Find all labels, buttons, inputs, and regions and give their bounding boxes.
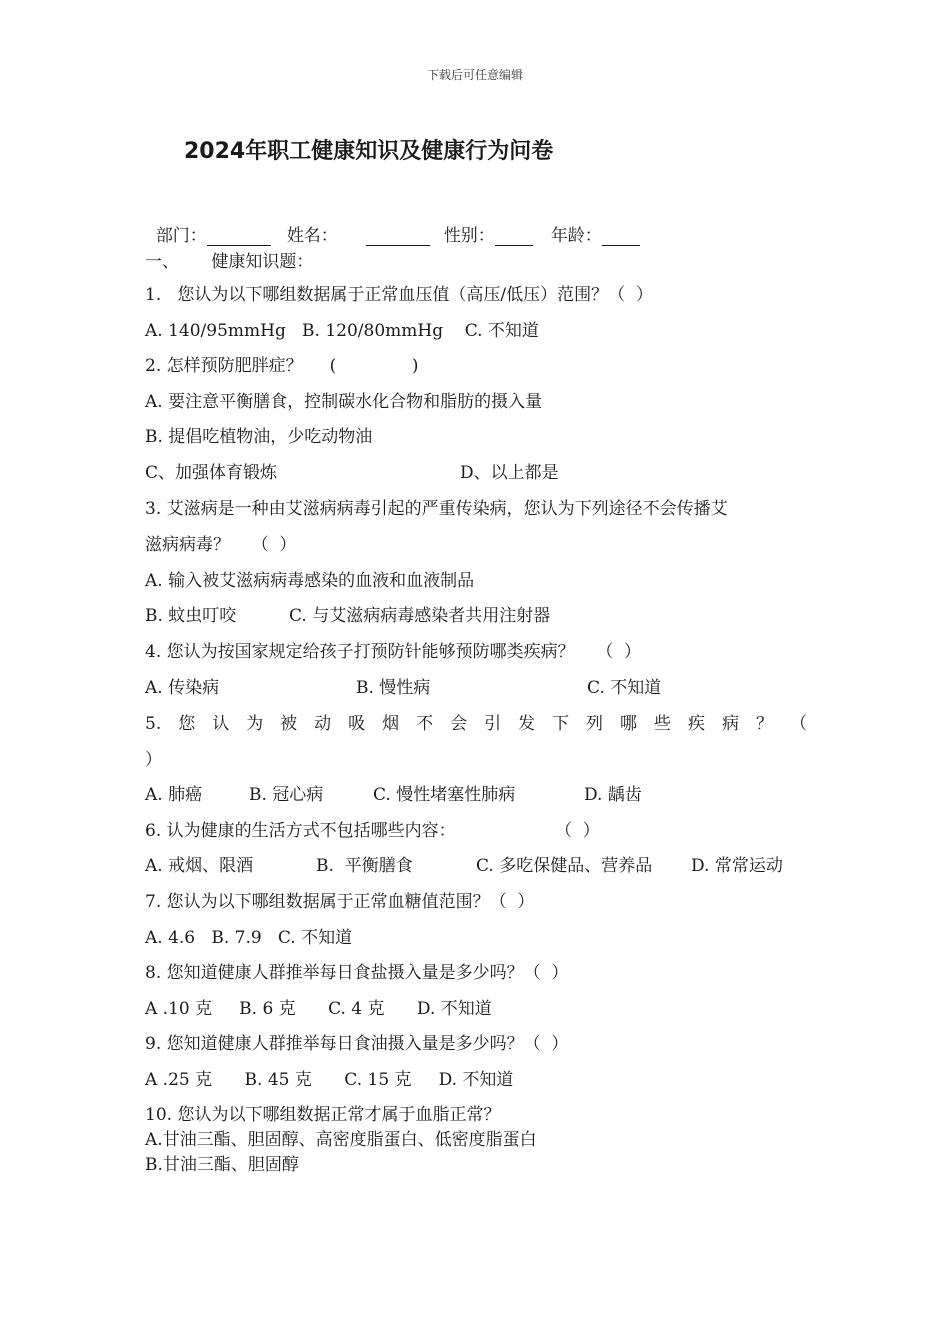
question-5-option-c: C. 慢性堵塞性肺病 bbox=[373, 785, 516, 805]
question-4-option-b: B. 慢性病 bbox=[356, 678, 431, 698]
question-7: 7. 您认为以下哪组数据属于正常血糖值范围？（ ） bbox=[145, 892, 535, 912]
q5-char: 引 bbox=[484, 714, 502, 734]
question-2: 2. 怎样预防肥胖症？ ( ) bbox=[145, 356, 419, 376]
header-note: 下载后可任意编辑 bbox=[426, 68, 523, 82]
question-10-option-a: A.甘油三酯、胆固醇、高密度脂蛋白、低密度脂蛋白 bbox=[145, 1130, 537, 1150]
question-5-line-2: ） bbox=[145, 750, 162, 770]
question-6-option-b: B. 平衡膳食 bbox=[316, 856, 413, 876]
q5-char: 列 bbox=[586, 714, 604, 734]
question-4-option-a: A. 传染病 bbox=[145, 678, 220, 698]
q5-char: （ bbox=[789, 714, 807, 734]
question-8-options: A .10 克 B. 6 克 C. 4 克 D. 不知道 bbox=[145, 999, 492, 1019]
q5-char: 被 bbox=[280, 714, 298, 734]
q5-char: 疾 bbox=[687, 714, 705, 734]
question-6-option-c: C. 多吃保健品、营养品 bbox=[476, 856, 653, 876]
question-9-options: A .25 克 B. 45 克 C. 15 克 D. 不知道 bbox=[145, 1070, 514, 1090]
question-6: 6. 认为健康的生活方式不包括哪些内容： bbox=[145, 821, 456, 841]
info-row bbox=[145, 201, 640, 246]
q5-char: 您 bbox=[178, 714, 196, 734]
q5-char: 为 bbox=[246, 714, 264, 734]
age-label: 年龄： bbox=[550, 226, 602, 246]
question-5-option-a: A. 肺癌 bbox=[145, 785, 203, 805]
question-1-options: A. 140/95mmHg B. 120/80mmHg C. 不知道 bbox=[145, 321, 539, 341]
question-10: 10. 您认为以下哪组数据正常才属于血脂正常？ bbox=[145, 1105, 501, 1125]
q5-char: 动 bbox=[314, 714, 332, 734]
q5-char: 哪 bbox=[620, 714, 638, 734]
question-1: 1. 您认为以下哪组数据属于正常血压值（高压/低压）范围？（ ） bbox=[145, 285, 653, 305]
dept-label: 部门： bbox=[155, 226, 207, 246]
section-heading: 一、 健康知识题： bbox=[145, 252, 314, 272]
q5-char: 下 bbox=[552, 714, 570, 734]
question-6-paren: （ ） bbox=[555, 821, 600, 841]
question-3-line-2: 滋病病毒？ （ ） bbox=[145, 535, 297, 555]
question-2-option-d: D、以上都是 bbox=[460, 463, 559, 483]
question-2-option-a: A. 要注意平衡膳食，控制碳水化合物和脂肪的摄入量 bbox=[145, 392, 543, 412]
q5-char: 5. bbox=[145, 714, 162, 734]
age-blank[interactable] bbox=[602, 228, 640, 246]
question-4-option-c: C. 不知道 bbox=[587, 678, 662, 698]
name-label: 姓名： bbox=[286, 226, 338, 246]
q5-char: 烟 bbox=[382, 714, 400, 734]
question-8: 8. 您知道健康人群推举每日食盐摄入量是多少吗？（ ） bbox=[145, 963, 569, 983]
question-6-option-d: D. 常常运动 bbox=[691, 856, 783, 876]
question-5-option-d: D. 龋齿 bbox=[584, 785, 642, 805]
question-6-option-a: A. 戒烟、限酒 bbox=[145, 856, 254, 876]
page-title: 2024年职工健康知识及健康行为问卷 bbox=[184, 139, 554, 164]
question-4: 4. 您认为按国家规定给孩子打预防针能够预防哪类疾病？ （ ） bbox=[145, 642, 642, 662]
q5-char: 认 bbox=[212, 714, 230, 734]
question-3-option-b: B. 蚊虫叮咬 bbox=[145, 606, 237, 626]
dept-blank[interactable] bbox=[207, 228, 271, 246]
q5-char: 不 bbox=[416, 714, 434, 734]
q5-char: 发 bbox=[518, 714, 536, 734]
question-3-option-a: A. 输入被艾滋病病毒感染的血液和血液制品 bbox=[145, 571, 475, 591]
question-3-option-c: C. 与艾滋病病毒感染者共用注射器 bbox=[289, 606, 551, 626]
q5-char: 会 bbox=[450, 714, 468, 734]
question-2-option-b: B. 提倡吃植物油，少吃动物油 bbox=[145, 427, 373, 447]
q5-char: ？ bbox=[755, 714, 773, 734]
q5-char: 些 bbox=[654, 714, 671, 734]
question-3-line-1: 3. 艾滋病是一种由艾滋病病毒引起的严重传染病，您认为下列途径不会传播艾 bbox=[145, 499, 728, 519]
question-9: 9. 您知道健康人群推举每日食油摄入量是多少吗？（ ） bbox=[145, 1034, 569, 1054]
q5-char: 病 bbox=[721, 714, 739, 734]
question-5-option-b: B. 冠心病 bbox=[249, 785, 324, 805]
name-blank[interactable] bbox=[366, 228, 430, 246]
question-10-option-b: B.甘油三酯、胆固醇 bbox=[145, 1155, 299, 1175]
gender-blank[interactable] bbox=[495, 228, 533, 246]
question-2-option-c: C、加强体育锻炼 bbox=[145, 463, 278, 483]
question-5-line-1 bbox=[145, 713, 807, 735]
gender-label: 性别： bbox=[443, 226, 495, 246]
question-7-options: A. 4.6 B. 7.9 C. 不知道 bbox=[145, 928, 353, 948]
q5-char: 吸 bbox=[348, 714, 366, 734]
